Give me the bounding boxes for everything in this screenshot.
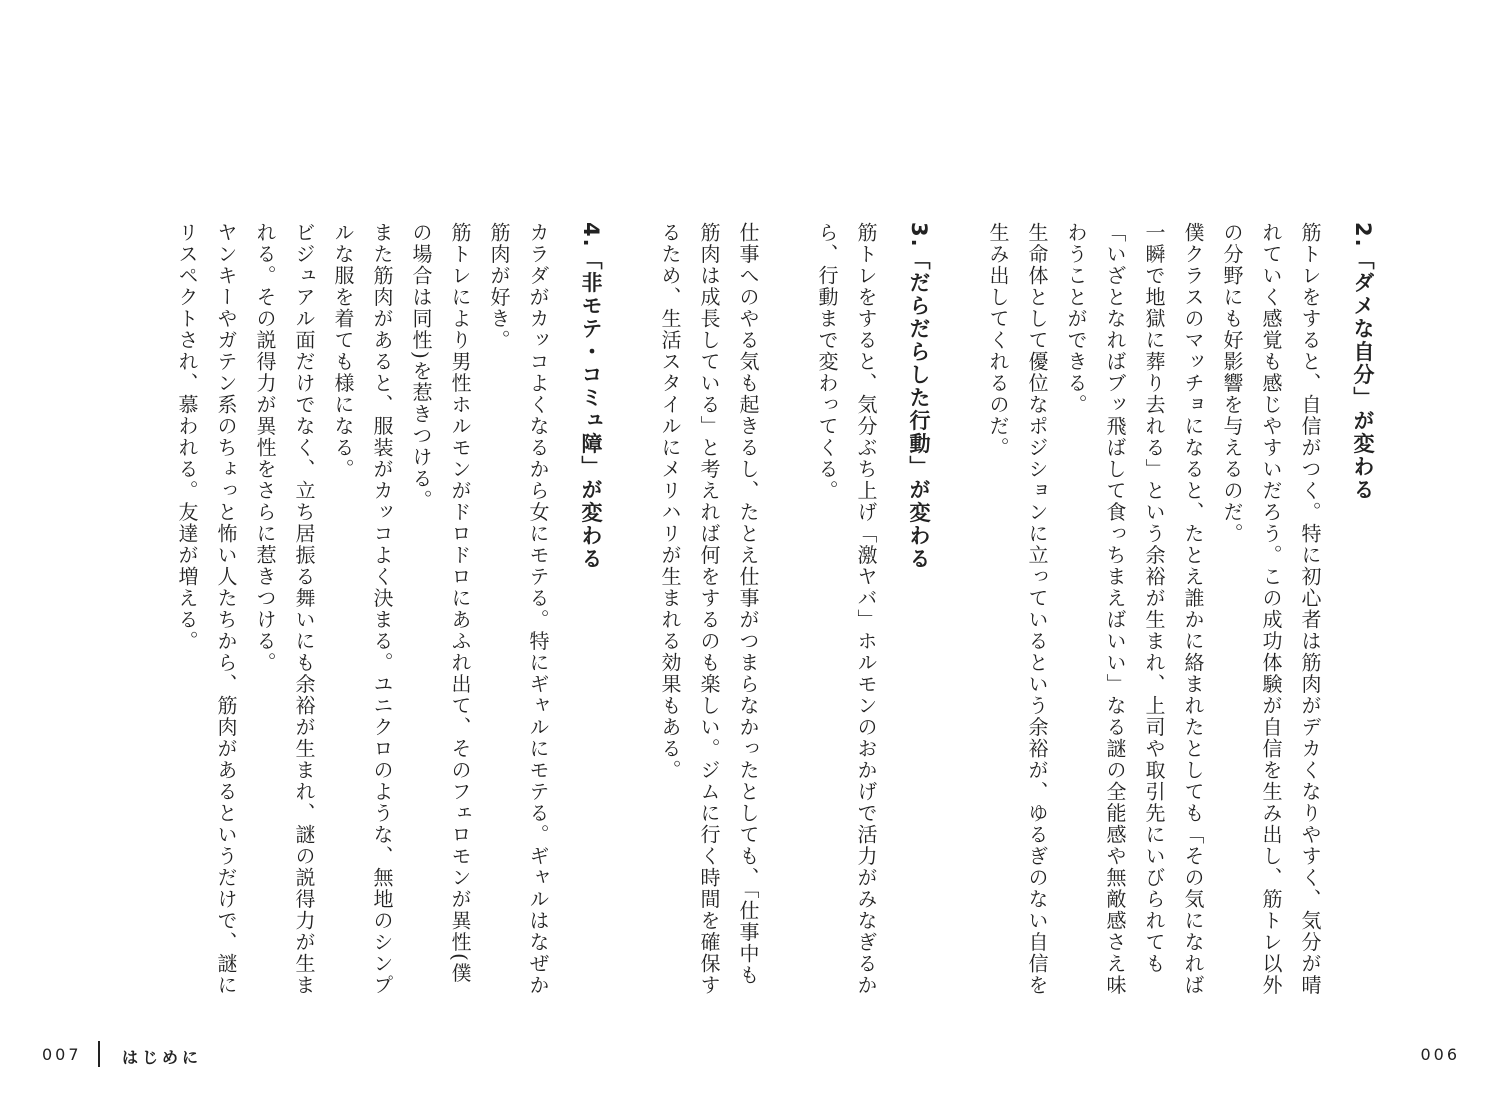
running-section-title: はじめに	[122, 1048, 203, 1067]
paragraph: 僕クラスのマッチョになると、たとえ誰かに絡まれたとしても「その気になれば一瞬で地獄に葬り去れる」という余裕が生まれ、上司や取引先にいびられても「いざとなればブッ飛ばして食っちまえばいい」なる謎の全能感や無敵感さえ味わうことができる。	[1064, 222, 1205, 996]
paragraph: カラダがカッコよくなるから女にモテる。特にギャルにモテる。ギャルはなぜか筋肉が好き。	[487, 222, 550, 996]
vertical-text-body	[167, 222, 1382, 1002]
paragraph: 筋トレにより男性ホルモンがドロドロにあふれ出て、そのフェロモンが異性(僕の場合は同性)を惹きつける。	[409, 222, 472, 984]
footer-divider	[98, 1041, 100, 1067]
paragraph: ヤンキーやガテン系のちょっと怖い人たちから、筋肉があるというだけで、謎にリスペクトされ、慕われる。友達が増える。	[175, 222, 238, 996]
right-page-number: 006	[1420, 1045, 1460, 1064]
paragraph: 筋トレをすると、気分ぶち上げ「激ヤバ」ホルモンのおかげで活力がみなぎるから、行動まで変わってくる。	[815, 222, 878, 996]
paragraph: 筋トレをすると、自信がつく。特に初心者は筋肉がデカくなりやすく、気分が晴れていく感覚も感じやすいだろう。この成功体験が自信を生み出し、筋トレ以外の分野にも好影響を与えるのだ。	[1220, 222, 1322, 996]
section-heading-2: 2.「ダメな自分」が変わる	[1351, 222, 1375, 502]
paragraph: 生命体として優位なポジションに立っているという余裕が、ゆるぎのない自信を生み出してくれるのだ。	[986, 222, 1049, 996]
left-page-number: 007	[42, 1045, 82, 1064]
section-heading-4: 4.「非モテ・コミュ障」が変わる	[579, 222, 603, 571]
paragraph: また筋肉があると、服装がカッコよく決まる。ユニクロのような、無地のシンプルな服を着ても様になる。	[331, 222, 394, 996]
paragraph: ビジュアル面だけでなく、立ち居振る舞いにも余裕が生まれ、謎の説得力が生まれる。その説得力が異性をさらに惹きつける。	[253, 222, 316, 996]
paragraph: 仕事へのやる気も起きるし、たとえ仕事がつまらなかったとしても、「仕事中も筋肉は成長している」と考えれば何をするのも楽しい。ジムに行く時間を確保するため、生活スタイルにメリハリが生まれる効果もある。	[658, 222, 760, 996]
section-heading-3: 3.「だらだらした行動」が変わる	[907, 222, 931, 571]
